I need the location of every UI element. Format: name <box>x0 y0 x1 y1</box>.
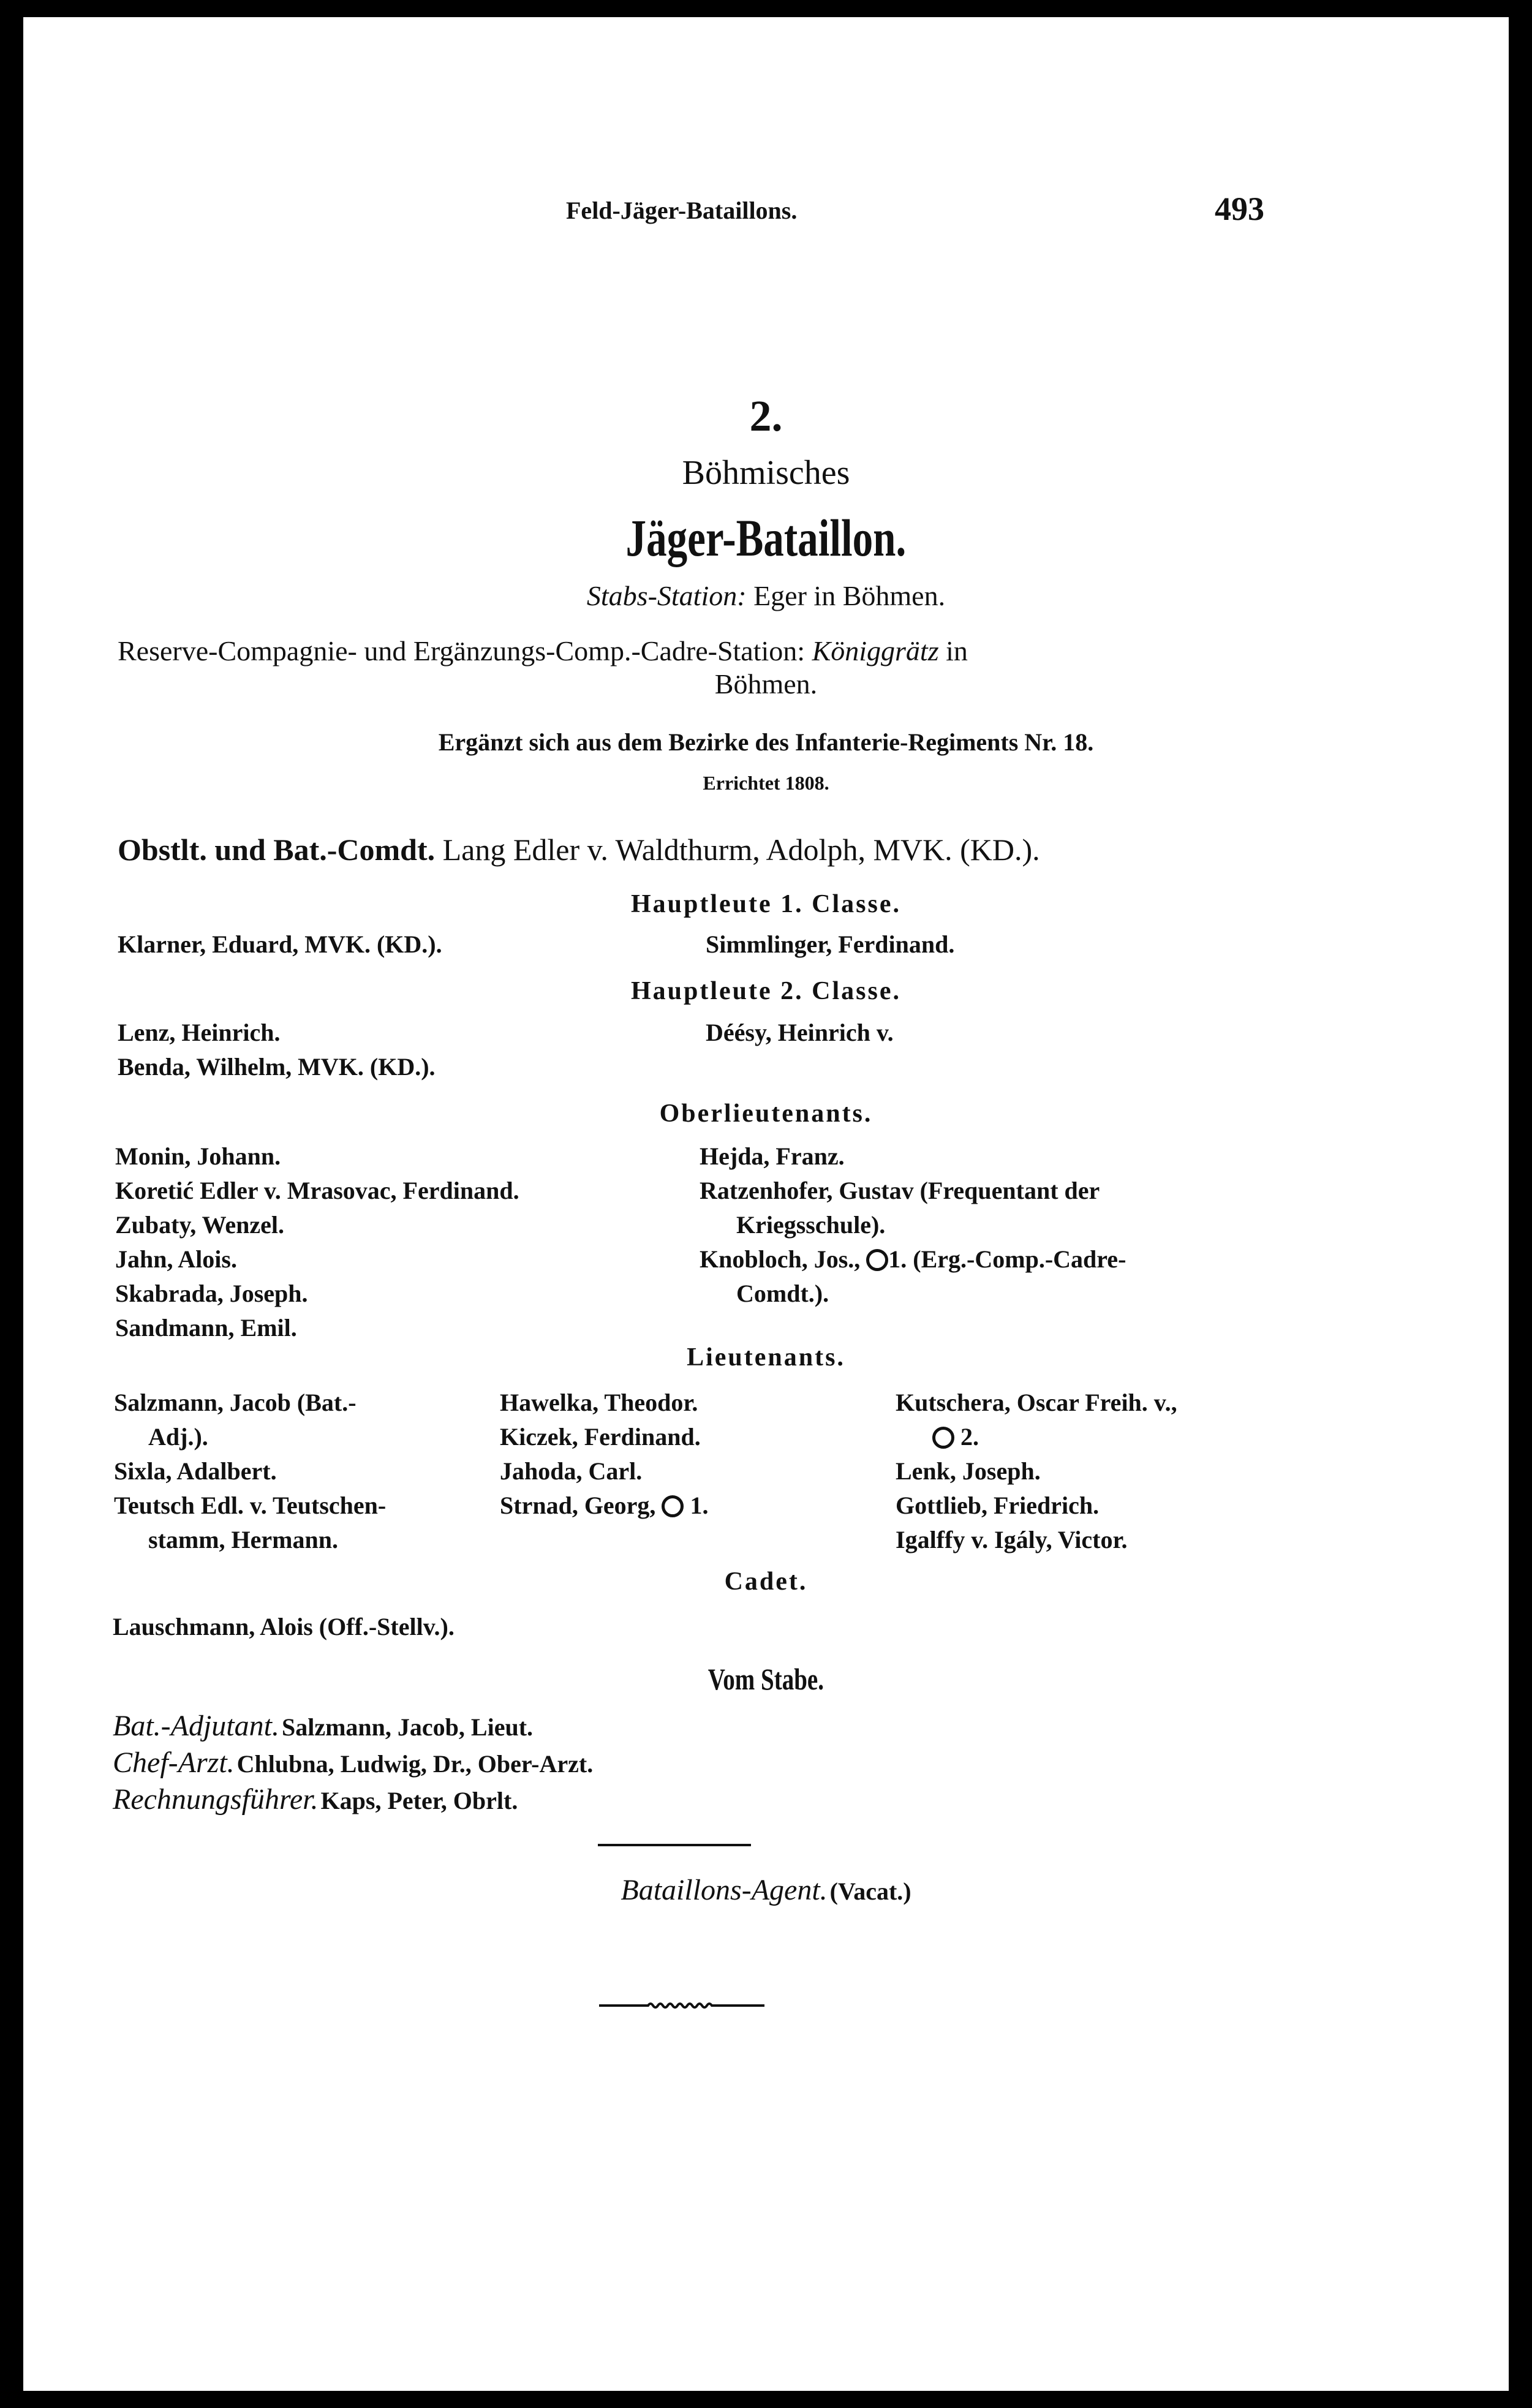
oberlt-right-entry: Comdt.). <box>736 1280 829 1307</box>
lt-col3-entry: Igalffy v. Igály, Victor. <box>896 1526 1128 1553</box>
hauptleute1-left-entry: Klarner, Eduard, MVK. (KD.). <box>118 930 442 958</box>
circle-symbol-icon <box>662 1495 684 1517</box>
oberlt-right-entry: Kriegsschule). <box>736 1211 886 1239</box>
lt-col1-entry: Sixla, Adalbert. <box>114 1457 277 1485</box>
oberlt-left-entry: Jahn, Alois. <box>115 1245 237 1273</box>
stabe-role: Rechnungsführer. <box>113 1783 319 1816</box>
stabe-entry <box>113 1709 533 1743</box>
reserve-station <box>118 635 968 667</box>
oberlt-left-entry: Zubaty, Wenzel. <box>115 1211 284 1239</box>
reserve-station-place: Königgrätz <box>812 635 939 666</box>
running-title: Feld-Jäger-Bataillons. <box>566 197 798 224</box>
lt-col2-entry: Jahoda, Carl. <box>500 1457 643 1485</box>
stabe-entry <box>113 1783 518 1816</box>
stabe-entry <box>113 1746 593 1780</box>
oberlt-left-entry: Sandmann, Emil. <box>115 1314 297 1342</box>
lt-col3-entry: Kutschera, Oscar Freih. v., <box>896 1389 1177 1416</box>
lt-col1-entry: Adj.). <box>148 1423 208 1451</box>
lt-col2-suffix: 1. <box>690 1492 709 1519</box>
agent-value: (Vacat.) <box>829 1878 911 1905</box>
reserve-station-suffix: in <box>946 635 968 666</box>
oberlieutenants-heading: Oberlieutenants. <box>659 1100 873 1128</box>
commander-line <box>118 832 1040 867</box>
section-title-text: Jäger-Bataillon. <box>625 508 907 567</box>
lt-col2-entry: Kiczek, Ferdinand. <box>500 1423 701 1451</box>
stabs-station-label: Stabs-Station: <box>586 580 747 611</box>
stabe-heading <box>23 1661 1509 1697</box>
lt-col3-suffix: 2. <box>960 1423 979 1451</box>
hauptleute1-heading: Hauptleute 1. Classe. <box>631 890 901 918</box>
document-page <box>23 17 1509 2391</box>
oberlt-right-prefix: Knobloch, Jos., <box>700 1245 861 1273</box>
erganzt-note: Ergänzt sich aus dem Bezirke des Infanterie-Regiments Nr. 18. <box>438 728 1094 756</box>
hauptleute2-left-entry: Benda, Wilhelm, MVK. (KD.). <box>118 1053 436 1081</box>
lieutenants-heading: Lieutenants. <box>687 1343 845 1372</box>
reserve-station-label: Reserve-Compagnie- und Ergänzungs-Comp.-Cadre-Station: <box>118 635 806 666</box>
lt-col1-entry: Salzmann, Jacob (Bat.- <box>114 1389 357 1416</box>
cadet-heading: Cadet. <box>724 1568 808 1596</box>
reserve-station-line2: Böhmen. <box>714 668 818 700</box>
oberlt-left-entry: Koretić Edler v. Mrasovac, Ferdinand. <box>115 1177 519 1204</box>
oberlt-left-entry: Skabrada, Joseph. <box>115 1280 308 1307</box>
stabe-role: Chef-Arzt. <box>113 1746 235 1779</box>
lt-col2-entry: Hawelka, Theodor. <box>500 1389 698 1416</box>
hauptleute2-right-entry: Déésy, Heinrich v. <box>706 1019 894 1046</box>
section-number: 2. <box>749 391 783 440</box>
hauptleute2-heading: Hauptleute 2. Classe. <box>631 977 901 1005</box>
lt-col2-entry <box>500 1491 708 1520</box>
commander-rank: Obstlt. und Bat.-Comdt. <box>118 832 436 867</box>
bataillons-agent <box>23 1873 1509 1907</box>
oberlt-right-entry: Ratzenhofer, Gustav (Frequentant der <box>700 1177 1100 1204</box>
stabe-role: Bat.-Adjutant. <box>113 1710 279 1742</box>
oberlt-right-suffix: 1. (Erg.-Comp.-Cadre- <box>888 1245 1126 1273</box>
ornamental-end-rule <box>599 1999 764 2012</box>
stabe-heading-text: Vom Stabe. <box>708 1662 824 1696</box>
oberlt-right-entry: Hejda, Franz. <box>700 1142 845 1170</box>
oberlt-right-entry <box>700 1245 1126 1274</box>
lt-col3-entry: Lenk, Joseph. <box>896 1457 1041 1485</box>
stabs-station-value: Eger in Böhmen. <box>753 580 946 611</box>
lt-col3-entry: Gottlieb, Friedrich. <box>896 1492 1100 1519</box>
section-divider <box>598 1844 751 1846</box>
lt-col1-entry: stamm, Hermann. <box>148 1526 338 1553</box>
errichtet-note: Errichtet 1808. <box>703 772 829 794</box>
circle-symbol-icon <box>932 1427 954 1449</box>
hauptleute1-right-entry: Simmlinger, Ferdinand. <box>706 930 955 958</box>
stabe-name: Kaps, Peter, Obrlt. <box>320 1787 518 1814</box>
commander-name: Lang Edler v. Waldthurm, Adolph, MVK. (KD.). <box>442 832 1040 867</box>
stabs-station <box>23 579 1509 612</box>
section-title <box>23 507 1509 568</box>
hauptleute2-left-entry: Lenz, Heinrich. <box>118 1019 281 1046</box>
agent-label: Bataillons-Agent. <box>621 1874 828 1906</box>
lt-col3-entry <box>932 1422 979 1451</box>
stabe-name: Salzmann, Jacob, Lieut. <box>281 1713 534 1741</box>
cadet-entry: Lauschmann, Alois (Off.-Stellv.). <box>113 1613 455 1640</box>
circle-symbol-icon <box>866 1249 888 1271</box>
lt-col2-prefix: Strnad, Georg, <box>500 1492 656 1519</box>
section-subtitle: Böhmisches <box>682 454 850 492</box>
stabe-name: Chlubna, Ludwig, Dr., Ober-Arzt. <box>236 1750 594 1778</box>
lt-col1-entry: Teutsch Edl. v. Teutschen- <box>114 1492 387 1519</box>
oberlt-left-entry: Monin, Johann. <box>115 1142 281 1170</box>
page-number: 493 <box>1215 191 1264 227</box>
